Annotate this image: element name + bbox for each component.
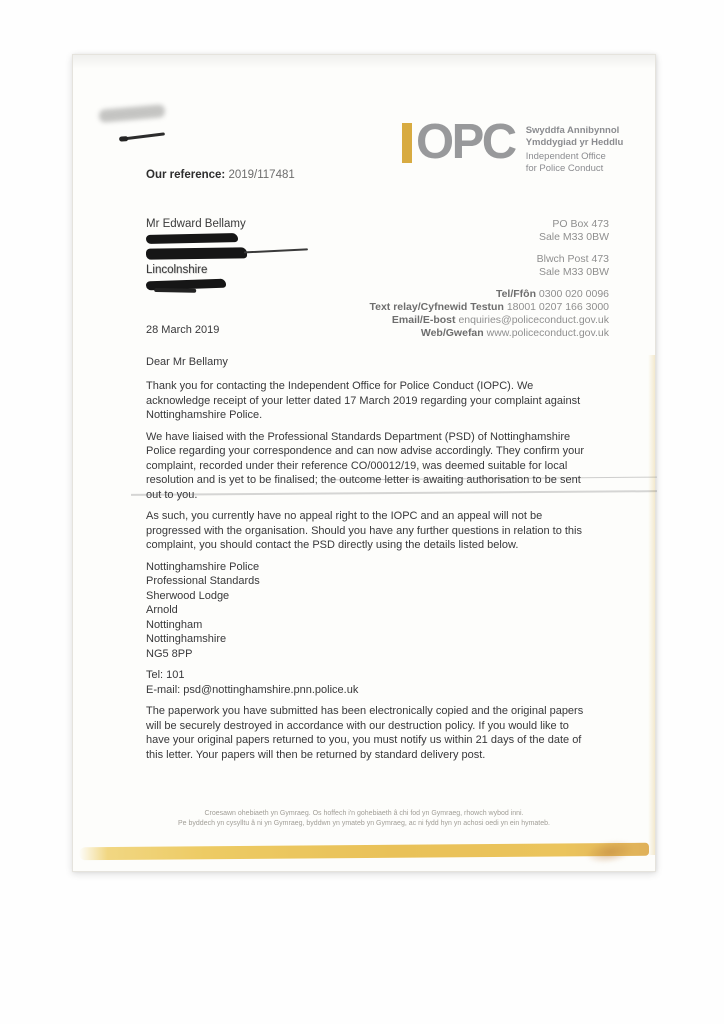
text-relay-value: 18001 0207 166 3000 [506,301,609,313]
po-box-line: PO Box 473 [552,218,609,230]
email-label: Email/E-bost [391,314,456,326]
iopc-logo-text: OPC [416,115,515,169]
letter-date: 28 March 2019 [146,324,220,336]
reference-label: Our reference: [146,169,226,181]
telephone-label: Tel/Ffôn [495,288,536,300]
po-box-english [369,218,609,244]
paragraph-psd-liaison: We have liaised with the Professional Standards Department (PSD) of Nottinghamshire Police regarding your correspondence and can now advise accordingly. They confirm your complaint, recorded under their reference CO/00012/19, was deemed suitable for local resolution and is yet to be finalised; the outcome letter is awaiting authorisation to be sent out to you. [146,430,584,501]
psd-address-block [146,560,587,662]
redaction-bar [146,247,247,259]
psd-address-line: NG5 8PP [146,647,193,660]
pen-mark [121,132,165,140]
iopc-logo-names [526,120,624,174]
po-box-line: Sale M33 0BW [538,231,609,243]
iopc-contact-block [369,218,609,340]
letter-body [146,323,587,769]
salutation: Dear Mr Bellamy [146,355,228,368]
psd-telephone: Tel: 101 [146,669,185,681]
psd-address-line: Sherwood Lodge [146,589,230,602]
psd-address-line: Professional Standards [146,575,260,587]
welsh-footer-line2: Pe byddech yn cysylltu â ni yn Gymraeg, byddwn yn ymateb yn Gymraeg, ac ni fydd hyn yn achosi oedi yn ein hymateb. [178,819,550,827]
psd-address-line: Nottinghamshire Police [146,560,260,573]
po-box-line: Blwch Post 473 [536,253,609,265]
pen-mark [99,104,166,123]
psd-address-line: Nottingham [146,618,203,631]
iopc-logo [402,115,624,174]
po-box-welsh [369,253,609,279]
psd-address-line: Arnold [146,604,178,616]
recipient-name: Mr Edward Bellamy [146,218,246,230]
scan-top-shading [73,55,655,69]
stain-smudge [583,837,636,867]
logo-welsh-name-line2: Ymddygiad yr Heddlu [525,136,624,148]
reference-line [146,169,295,181]
web-value: www.policeconduct.gov.uk [486,327,609,339]
psd-contact-block [146,668,587,697]
recipient-address-block [146,218,247,294]
paragraph-acknowledgement: Thank you for contacting the Independent Office for Police Conduct (IOPC). We acknowledge receipt of your letter dated 17 March 2019 regarding your complaint against Nottinghamshire Police. [146,380,581,421]
psd-email: E-mail: psd@nottinghamshire.pnn.police.uk [146,683,359,696]
paragraph-no-appeal: As such, you currently have no appeal right to the IOPC and an appeal will not be progressed with the organisation. Should you have any further questions in relation to this complaint, you should contact the PSD directly using the details listed below. [146,510,582,551]
logo-welsh-name-line1: Swyddfa Annibynnol [525,125,620,136]
reference-value: 2019/117481 [228,169,295,181]
telephone-value: 0300 020 0096 [538,288,609,300]
text-relay-line [369,301,609,314]
po-box-line: Sale M33 0BW [538,266,609,278]
logo-english-name-line1: Independent Office [525,151,606,162]
redaction-bar [146,233,238,244]
recipient-county: Lincolnshire [146,264,208,276]
logo-english-name-line2: for Police Conduct [525,162,604,174]
web-label: Web/Gwefan [420,327,484,339]
psd-address-line: Nottinghamshire [146,633,227,645]
telephone-line [369,288,609,301]
paper-edge-aging [648,355,655,855]
yellow-stain-band [79,843,649,860]
text-relay-label: Text relay/Cyfnewid Testun [369,301,504,313]
letter-page [72,54,656,872]
iopc-logo-gold-i-bar [402,123,412,163]
paragraph-destruction-policy: The paperwork you have submitted has been electronically copied and the original papers will be securely destroyed in accordance with our destruction policy. If you would like to have your original papers returned to you, you must notify us within 21 days of the date of this letter. Your papers will then be returned by standard delivery post. [146,705,584,761]
redaction-bar [146,279,226,291]
email-value: enquiries@policeconduct.gov.uk [458,314,609,326]
welsh-footer-line1: Croesawn ohebiaeth yn Gymraeg. Os hoffech i'n gohebiaeth â chi fod yn Gymraeg, rhowch wybod inni. [204,810,524,817]
welsh-language-footer [73,809,655,828]
